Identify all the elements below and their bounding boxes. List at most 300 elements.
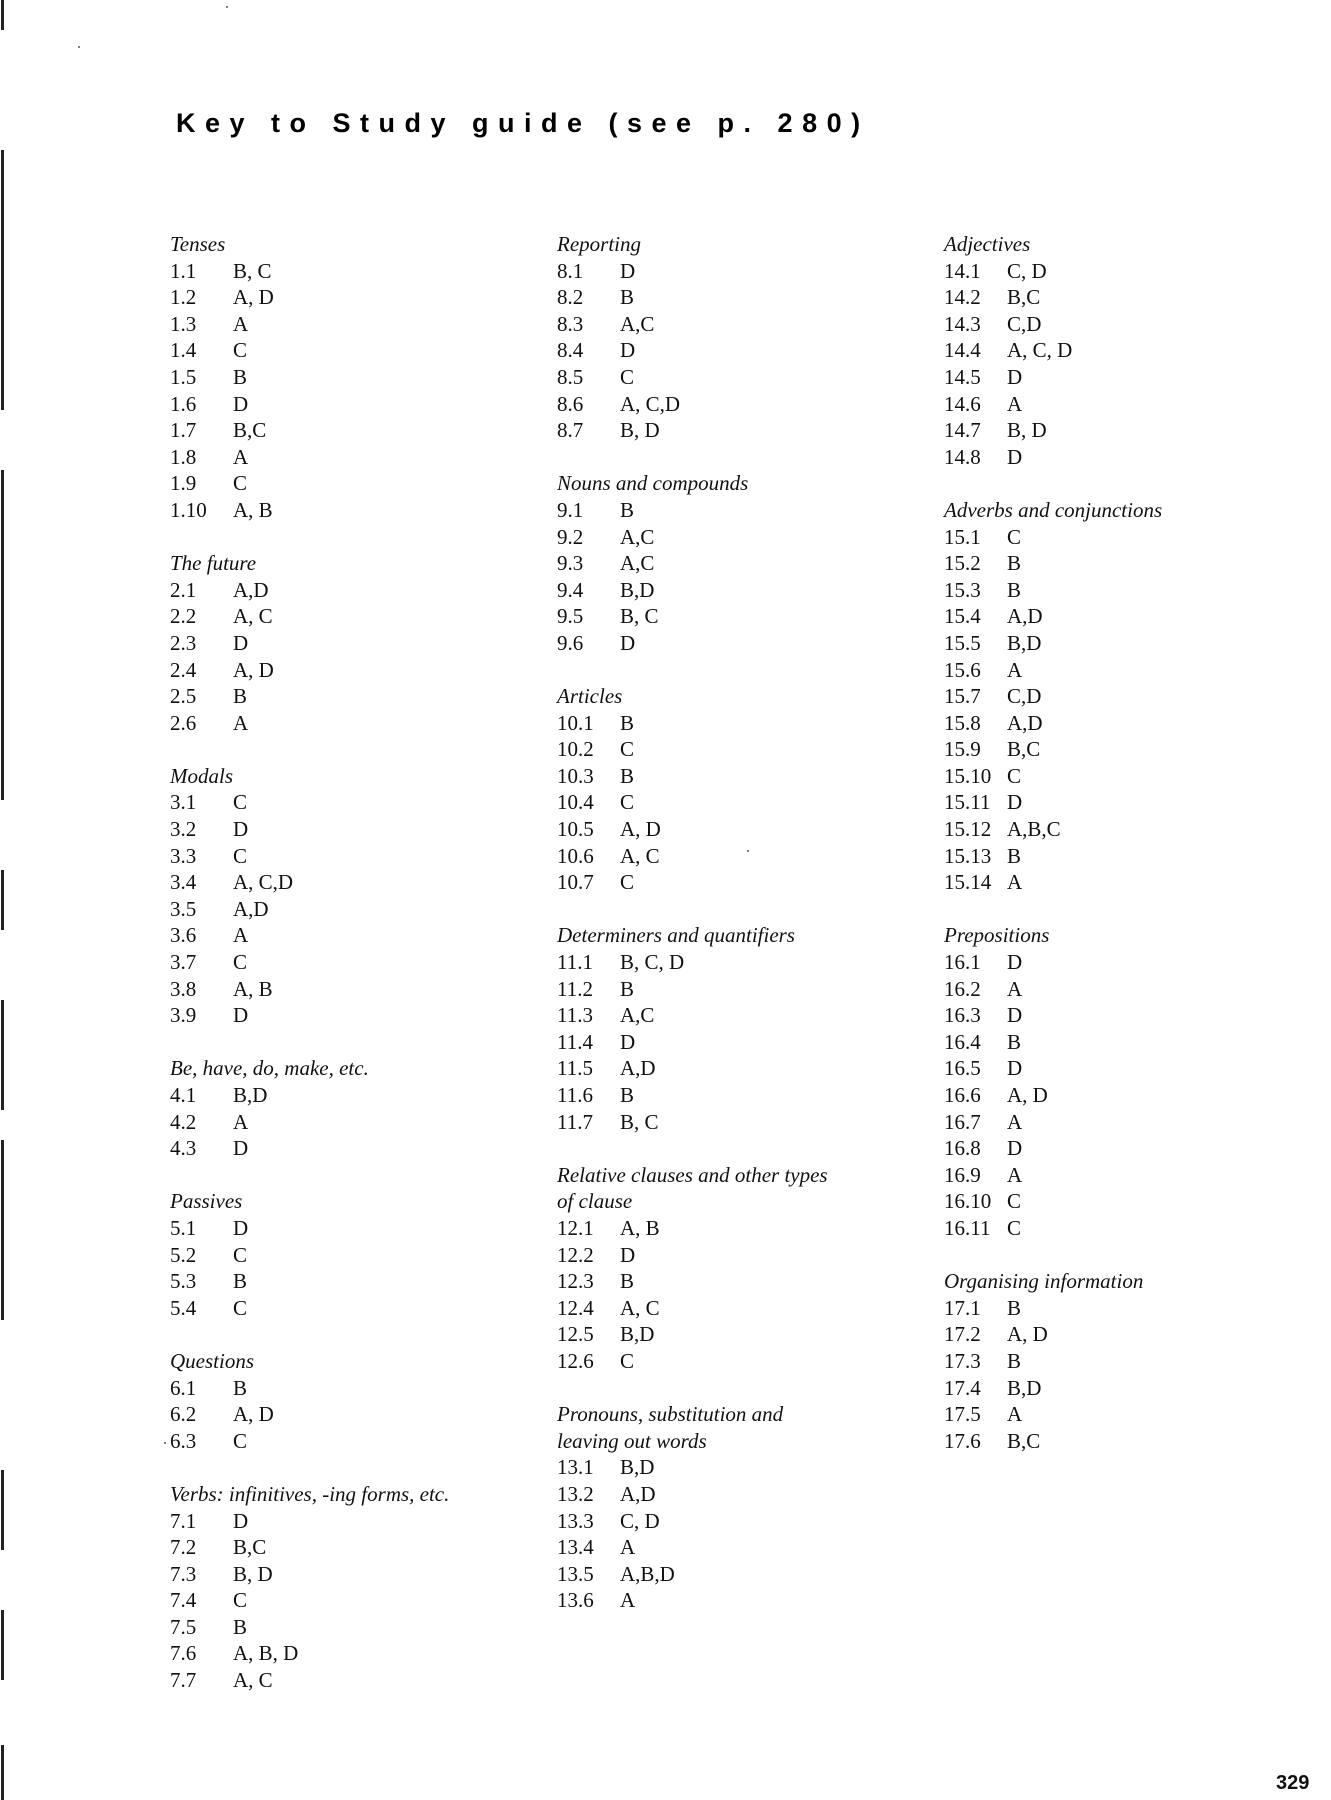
question-number: 9.6 bbox=[557, 630, 584, 655]
question-number: 16.2 bbox=[944, 976, 981, 1001]
answer-row bbox=[557, 497, 937, 524]
answer-row bbox=[557, 417, 937, 444]
answer-letters: D bbox=[233, 391, 249, 416]
answer-row bbox=[557, 1268, 937, 1295]
answer-letters: A, B bbox=[620, 1215, 660, 1240]
question-number: 12.5 bbox=[557, 1322, 594, 1347]
answer-section bbox=[944, 497, 1324, 896]
question-number: 8.1 bbox=[557, 258, 584, 283]
answer-row bbox=[557, 550, 937, 577]
question-number: 3.3 bbox=[170, 843, 197, 868]
answer-row bbox=[557, 603, 937, 630]
answer-row bbox=[170, 364, 550, 391]
answer-row bbox=[944, 524, 1324, 551]
answer-row bbox=[557, 1002, 937, 1029]
answer-row bbox=[557, 1215, 937, 1242]
answer-section bbox=[944, 1268, 1324, 1454]
question-number: 9.5 bbox=[557, 604, 584, 629]
answer-letters: B bbox=[620, 1083, 635, 1107]
question-number: 3.4 bbox=[170, 870, 197, 895]
answer-letters: B bbox=[1007, 551, 1022, 576]
question-number: 15.7 bbox=[944, 684, 981, 709]
answer-letters: A, C bbox=[233, 1668, 273, 1693]
answer-letters: D bbox=[1007, 1003, 1023, 1028]
scan-speck bbox=[226, 6, 228, 8]
answer-section bbox=[170, 1481, 550, 1694]
question-number: 16.10 bbox=[944, 1189, 992, 1214]
answer-letters: C bbox=[233, 1242, 248, 1267]
answer-letters: A bbox=[233, 311, 249, 336]
question-number: 3.6 bbox=[170, 923, 197, 948]
question-number: 7.7 bbox=[170, 1668, 197, 1693]
answer-section bbox=[170, 763, 550, 1029]
page-title: Key to Study guide (see p. 280) bbox=[176, 108, 870, 138]
answer-letters: B,D bbox=[233, 1083, 268, 1107]
answer-letters: D bbox=[1007, 1136, 1023, 1161]
section-heading: Passives bbox=[170, 1189, 243, 1214]
question-number: 15.14 bbox=[944, 870, 992, 895]
answer-row bbox=[557, 1321, 937, 1348]
answer-row bbox=[557, 1587, 937, 1614]
answer-row bbox=[170, 657, 550, 684]
answer-letters: A bbox=[620, 1588, 636, 1613]
section-heading: Articles bbox=[557, 684, 623, 709]
answer-row bbox=[170, 922, 550, 949]
answer-letters: B bbox=[1007, 1348, 1022, 1373]
question-number: 5.4 bbox=[170, 1295, 197, 1320]
answer-letters: D bbox=[1007, 444, 1023, 469]
answer-letters: D bbox=[233, 1003, 249, 1028]
answer-letters: A,C bbox=[620, 551, 655, 576]
answer-row bbox=[170, 869, 550, 896]
answer-letters: B bbox=[1007, 1295, 1022, 1320]
answer-row bbox=[170, 1109, 550, 1136]
answer-letters: A,D bbox=[620, 1481, 656, 1506]
answer-row bbox=[170, 577, 550, 604]
answer-letters: C bbox=[620, 737, 635, 762]
answer-letters: B, D bbox=[233, 1561, 273, 1586]
answer-letters: B,C bbox=[1007, 285, 1041, 310]
answer-letters: D bbox=[1007, 950, 1023, 975]
answer-letters: A,D bbox=[1007, 604, 1043, 629]
answer-row bbox=[557, 258, 937, 285]
answer-letters: C,D bbox=[1007, 311, 1042, 336]
answer-row bbox=[944, 1109, 1324, 1136]
question-number: 10.5 bbox=[557, 817, 594, 842]
answer-letters: B bbox=[233, 1375, 248, 1400]
answer-row bbox=[557, 710, 937, 737]
answer-row bbox=[557, 763, 937, 790]
question-number: 6.1 bbox=[170, 1375, 197, 1400]
question-number: 16.9 bbox=[944, 1162, 981, 1187]
answer-row bbox=[944, 577, 1324, 604]
answer-letters: C, D bbox=[620, 1508, 660, 1533]
answer-letters: C bbox=[1007, 1215, 1022, 1240]
answer-letters: B bbox=[620, 976, 635, 1001]
answer-letters: A bbox=[1007, 1402, 1023, 1427]
answer-row bbox=[557, 789, 937, 816]
answer-letters: A, D bbox=[233, 285, 274, 310]
answer-row bbox=[557, 337, 937, 364]
answer-row bbox=[557, 577, 937, 604]
answer-row bbox=[944, 843, 1324, 870]
question-number: 11.2 bbox=[557, 976, 593, 1001]
page-number: 329 bbox=[1276, 1772, 1310, 1794]
section-heading: Adjectives bbox=[944, 232, 1031, 256]
answer-letters: B, C, D bbox=[620, 950, 685, 975]
answer-row bbox=[944, 1029, 1324, 1056]
answer-letters: A, B bbox=[233, 976, 273, 1001]
question-number: 13.1 bbox=[557, 1455, 594, 1480]
answer-letters: B, C bbox=[620, 1109, 659, 1134]
answer-letters: C bbox=[620, 1348, 635, 1373]
answer-row bbox=[944, 311, 1324, 338]
question-number: 14.7 bbox=[944, 418, 981, 443]
question-number: 2.2 bbox=[170, 604, 197, 629]
question-number: 17.2 bbox=[944, 1322, 981, 1347]
answer-letters: B,D bbox=[1007, 1375, 1042, 1400]
answer-letters: C bbox=[233, 950, 248, 975]
answer-row bbox=[944, 789, 1324, 816]
question-number: 15.8 bbox=[944, 710, 981, 735]
question-number: 12.6 bbox=[557, 1348, 594, 1373]
section-heading: Reporting bbox=[557, 232, 641, 256]
answer-letters: B bbox=[620, 497, 635, 522]
question-number: 15.4 bbox=[944, 604, 981, 629]
answer-letters: D bbox=[1007, 1056, 1023, 1081]
answer-section bbox=[170, 1348, 550, 1454]
question-number: 6.2 bbox=[170, 1402, 197, 1427]
answer-row bbox=[557, 524, 937, 551]
answer-row bbox=[944, 603, 1324, 630]
answer-letters: A, D bbox=[233, 1402, 274, 1427]
question-number: 11.3 bbox=[557, 1003, 593, 1028]
question-number: 2.5 bbox=[170, 684, 197, 709]
answer-row bbox=[170, 258, 550, 285]
answer-row bbox=[170, 1242, 550, 1269]
question-number: 1.5 bbox=[170, 364, 197, 389]
section-heading: Questions bbox=[170, 1348, 254, 1373]
answer-letters: A,B,C bbox=[1007, 817, 1061, 842]
answer-row bbox=[557, 976, 937, 1003]
answer-row bbox=[944, 1375, 1324, 1402]
question-number: 11.4 bbox=[557, 1029, 593, 1054]
question-number: 2.1 bbox=[170, 577, 197, 602]
answer-row bbox=[557, 1109, 937, 1136]
answer-letters: B,D bbox=[620, 1322, 655, 1347]
answer-row bbox=[170, 1587, 550, 1614]
answer-row bbox=[170, 337, 550, 364]
question-number: 3.7 bbox=[170, 950, 197, 975]
answer-row bbox=[557, 1481, 937, 1508]
answer-row bbox=[170, 1135, 550, 1162]
answer-row bbox=[170, 1268, 550, 1295]
answer-letters: B, D bbox=[1007, 418, 1047, 443]
section-heading: Pronouns, substitution and bbox=[557, 1402, 784, 1427]
answer-row bbox=[170, 1640, 550, 1667]
answer-letters: C bbox=[233, 1428, 248, 1453]
question-number: 16.6 bbox=[944, 1083, 981, 1107]
answer-letters: A bbox=[1007, 870, 1023, 895]
answer-letters: B bbox=[233, 1269, 248, 1294]
section-heading-line2: leaving out words bbox=[557, 1428, 707, 1453]
question-number: 7.1 bbox=[170, 1508, 197, 1533]
answer-row bbox=[170, 1561, 550, 1588]
answer-row bbox=[944, 1055, 1324, 1082]
answer-row bbox=[944, 1401, 1324, 1428]
answer-row bbox=[944, 736, 1324, 763]
answer-letters: B bbox=[233, 684, 248, 709]
question-number: 3.1 bbox=[170, 790, 197, 815]
question-number: 11.7 bbox=[557, 1109, 593, 1134]
section-heading: Determiners and quantifiers bbox=[557, 923, 795, 948]
answer-letters: A,C bbox=[620, 524, 655, 549]
question-number: 14.5 bbox=[944, 364, 981, 389]
answer-letters: D bbox=[233, 1508, 249, 1533]
section-heading: Tenses bbox=[170, 232, 226, 256]
answer-section bbox=[557, 922, 937, 1135]
answer-row bbox=[170, 417, 550, 444]
answer-letters: C bbox=[1007, 524, 1022, 549]
answer-letters: B,C bbox=[1007, 1428, 1041, 1453]
answer-row bbox=[944, 683, 1324, 710]
question-number: 3.8 bbox=[170, 976, 197, 1001]
question-number: 12.4 bbox=[557, 1295, 594, 1320]
answer-letters: B,C bbox=[1007, 737, 1041, 762]
answer-row bbox=[557, 1295, 937, 1322]
question-number: 1.10 bbox=[170, 497, 207, 522]
question-number: 8.6 bbox=[557, 391, 584, 416]
answer-row bbox=[944, 1348, 1324, 1375]
answer-row bbox=[170, 284, 550, 311]
answer-letters: D bbox=[620, 338, 636, 363]
answer-row bbox=[170, 1534, 550, 1561]
question-number: 15.6 bbox=[944, 657, 981, 682]
answer-letters: A, C,D bbox=[233, 870, 294, 895]
answer-row bbox=[557, 843, 937, 870]
answer-row bbox=[944, 1215, 1324, 1242]
answer-row bbox=[170, 1002, 550, 1029]
answer-row bbox=[557, 1055, 937, 1082]
question-number: 10.1 bbox=[557, 710, 594, 735]
question-number: 13.3 bbox=[557, 1508, 594, 1533]
answer-letters: A, B bbox=[233, 497, 273, 522]
answer-letters: B bbox=[620, 710, 635, 735]
answer-letters: A,C bbox=[620, 311, 655, 336]
answer-section bbox=[944, 231, 1324, 470]
answer-letters: C bbox=[1007, 1189, 1022, 1214]
answer-letters: B bbox=[620, 1269, 635, 1294]
answer-letters: D bbox=[233, 630, 249, 655]
section-heading: Nouns and compounds bbox=[557, 471, 749, 496]
answer-letters: B bbox=[1007, 577, 1022, 602]
question-number: 7.6 bbox=[170, 1641, 197, 1666]
answer-row bbox=[557, 1348, 937, 1375]
answer-letters: A, D bbox=[1007, 1083, 1048, 1107]
answer-letters: A, D bbox=[620, 817, 661, 842]
answer-letters: A, B, D bbox=[233, 1641, 299, 1666]
answer-row bbox=[557, 1029, 937, 1056]
section-heading: Be, have, do, make, etc. bbox=[170, 1056, 369, 1081]
answer-row bbox=[170, 1614, 550, 1641]
answer-row bbox=[170, 311, 550, 338]
answer-row bbox=[170, 710, 550, 737]
question-number: 4.2 bbox=[170, 1109, 197, 1134]
question-number: 13.4 bbox=[557, 1535, 594, 1560]
question-number: 17.1 bbox=[944, 1295, 981, 1320]
answer-row bbox=[170, 1215, 550, 1242]
answer-row bbox=[170, 789, 550, 816]
answer-row bbox=[170, 683, 550, 710]
answer-letters: B,D bbox=[620, 1455, 655, 1480]
question-number: 12.1 bbox=[557, 1215, 594, 1240]
answer-letters: A,D bbox=[233, 896, 269, 921]
answer-letters: B,D bbox=[620, 577, 655, 602]
question-number: 6.3 bbox=[170, 1428, 197, 1453]
answer-letters: A, D bbox=[1007, 1322, 1048, 1347]
answer-letters: C bbox=[620, 790, 635, 815]
answer-letters: B bbox=[233, 364, 248, 389]
question-number: 15.2 bbox=[944, 551, 981, 576]
question-number: 12.2 bbox=[557, 1242, 594, 1267]
answer-row bbox=[944, 630, 1324, 657]
answer-row bbox=[557, 1561, 937, 1588]
question-number: 10.3 bbox=[557, 763, 594, 788]
answer-letters: D bbox=[1007, 790, 1023, 815]
question-number: 16.8 bbox=[944, 1136, 981, 1161]
answer-letters: D bbox=[620, 1242, 636, 1267]
question-number: 17.3 bbox=[944, 1348, 981, 1373]
page-binding-edge bbox=[0, 0, 7, 1800]
question-number: 8.4 bbox=[557, 338, 584, 363]
answer-letters: A bbox=[1007, 1109, 1023, 1134]
answer-row bbox=[170, 1508, 550, 1535]
answer-letters: B, D bbox=[620, 418, 660, 443]
question-number: 14.3 bbox=[944, 311, 981, 336]
answer-section bbox=[170, 231, 550, 524]
answer-row bbox=[170, 816, 550, 843]
answer-letters: B bbox=[1007, 1029, 1022, 1054]
question-number: 1.3 bbox=[170, 311, 197, 336]
answer-letters: A,B,D bbox=[620, 1561, 675, 1586]
answer-row bbox=[944, 364, 1324, 391]
question-number: 1.4 bbox=[170, 338, 197, 363]
answer-row bbox=[170, 391, 550, 418]
answer-letters: C bbox=[233, 1588, 248, 1613]
answer-row bbox=[170, 1667, 550, 1694]
answer-letters: A bbox=[1007, 391, 1023, 416]
question-number: 8.7 bbox=[557, 418, 584, 443]
question-number: 17.6 bbox=[944, 1428, 981, 1453]
question-number: 15.12 bbox=[944, 817, 992, 842]
answer-letters: C bbox=[233, 338, 248, 363]
answer-letters: B,C bbox=[233, 1535, 267, 1560]
answer-row bbox=[944, 417, 1324, 444]
answer-row bbox=[170, 470, 550, 497]
answer-letters: D bbox=[620, 258, 636, 283]
answer-letters: A bbox=[233, 923, 249, 948]
answer-section bbox=[170, 1188, 550, 1321]
answer-row bbox=[557, 736, 937, 763]
answer-row bbox=[170, 603, 550, 630]
question-number: 3.5 bbox=[170, 896, 197, 921]
question-number: 15.13 bbox=[944, 843, 992, 868]
question-number: 8.2 bbox=[557, 285, 584, 310]
answer-letters: D bbox=[233, 1136, 249, 1161]
question-number: 15.11 bbox=[944, 790, 991, 815]
answer-row bbox=[170, 1375, 550, 1402]
question-number: 5.3 bbox=[170, 1269, 197, 1294]
answer-row bbox=[557, 391, 937, 418]
question-number: 13.2 bbox=[557, 1481, 594, 1506]
scan-speck bbox=[78, 46, 80, 48]
question-number: 7.4 bbox=[170, 1588, 197, 1613]
answer-letters: A, C,D bbox=[620, 391, 681, 416]
answer-letters: C bbox=[620, 870, 635, 895]
answer-letters: B, C bbox=[233, 258, 272, 283]
question-number: 17.5 bbox=[944, 1402, 981, 1427]
section-heading: The future bbox=[170, 551, 257, 576]
question-number: 16.5 bbox=[944, 1056, 981, 1081]
answer-letters: B bbox=[620, 763, 635, 788]
answer-row bbox=[944, 337, 1324, 364]
answer-row bbox=[170, 497, 550, 524]
answer-column-3 bbox=[944, 231, 1324, 1481]
answer-row bbox=[944, 1321, 1324, 1348]
answer-letters: A bbox=[233, 710, 249, 735]
question-number: 5.2 bbox=[170, 1242, 197, 1267]
question-number: 15.9 bbox=[944, 737, 981, 762]
answer-letters: B,D bbox=[1007, 630, 1042, 655]
question-number: 10.2 bbox=[557, 737, 594, 762]
answer-row bbox=[170, 444, 550, 471]
answer-letters: C bbox=[233, 843, 248, 868]
answer-row bbox=[944, 550, 1324, 577]
section-heading-line2: of clause bbox=[557, 1189, 633, 1214]
section-heading: Modals bbox=[170, 763, 233, 788]
answer-letters: C bbox=[233, 1295, 248, 1320]
question-number: 1.8 bbox=[170, 444, 197, 469]
question-number: 10.4 bbox=[557, 790, 594, 815]
answer-row bbox=[944, 710, 1324, 737]
answer-row bbox=[170, 630, 550, 657]
question-number: 17.4 bbox=[944, 1375, 981, 1400]
question-number: 1.9 bbox=[170, 471, 197, 496]
answer-letters: D bbox=[620, 630, 636, 655]
answer-letters: D bbox=[233, 817, 249, 842]
answer-row bbox=[170, 1401, 550, 1428]
question-number: 14.4 bbox=[944, 338, 981, 363]
question-number: 8.3 bbox=[557, 311, 584, 336]
answer-letters: A bbox=[1007, 657, 1023, 682]
answer-section bbox=[557, 1162, 937, 1375]
section-heading: Prepositions bbox=[944, 923, 1050, 948]
answer-section bbox=[944, 922, 1324, 1241]
answer-row bbox=[170, 1295, 550, 1322]
scan-speck bbox=[164, 1442, 166, 1444]
answer-row bbox=[557, 1534, 937, 1561]
question-number: 7.2 bbox=[170, 1535, 197, 1560]
question-number: 13.6 bbox=[557, 1588, 594, 1613]
answer-row bbox=[944, 1135, 1324, 1162]
question-number: 15.10 bbox=[944, 763, 992, 788]
section-heading: Relative clauses and other types bbox=[557, 1162, 828, 1187]
answer-letters: B bbox=[233, 1614, 248, 1639]
question-number: 11.6 bbox=[557, 1083, 593, 1107]
answer-letters: D bbox=[233, 1215, 249, 1240]
answer-letters: B,C bbox=[233, 418, 267, 443]
answer-letters: A,D bbox=[1007, 710, 1043, 735]
